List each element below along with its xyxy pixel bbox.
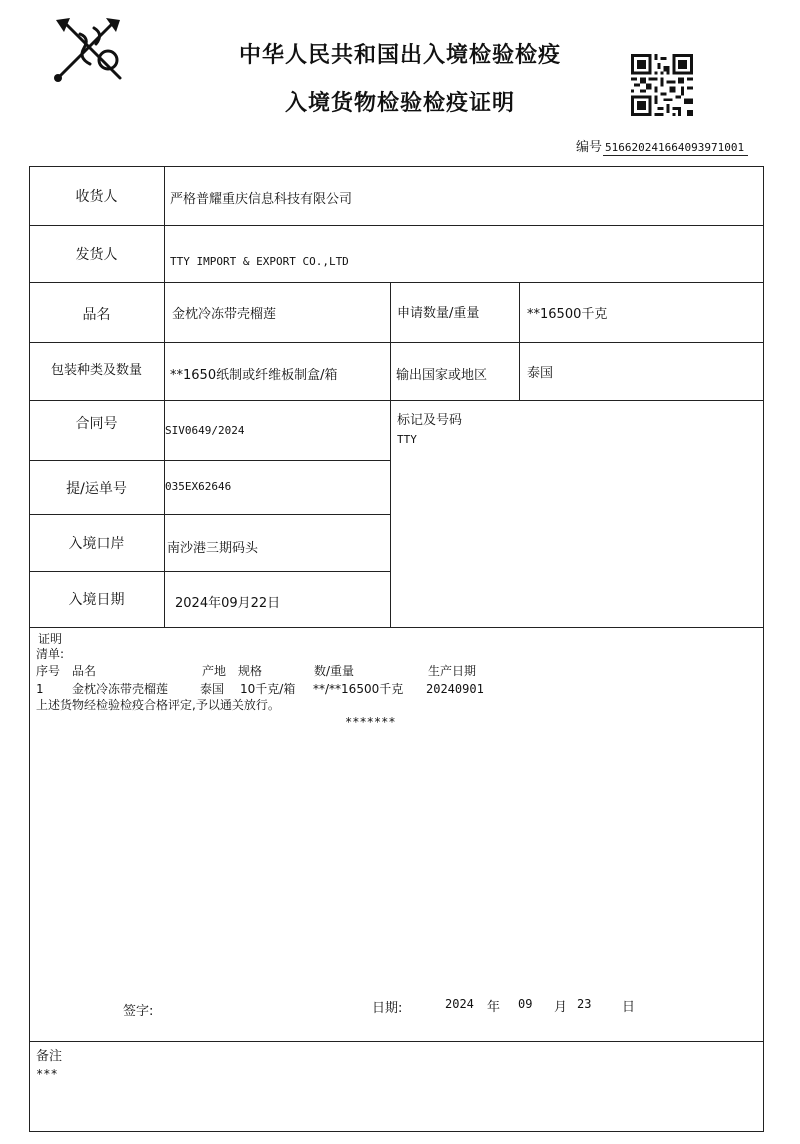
port-label: 入境口岸 <box>68 536 125 552</box>
column-header: 产地 <box>202 664 227 678</box>
serial-label: 编号 <box>576 140 603 155</box>
marks-label: 标记及号码 <box>397 413 463 428</box>
serial-value: 516620241664093971001 <box>603 141 748 156</box>
certificate-statement: 上述货物经检验检疫合格评定,予以通关放行。 <box>36 698 280 712</box>
consignee-value: 严格普耀重庆信息科技有限公司 <box>170 192 353 207</box>
column-header: 生产日期 <box>428 664 477 678</box>
consignor-label: 发货人 <box>75 247 118 263</box>
sign-date-label: 日期: <box>372 1001 403 1016</box>
entry-date-value: 2024年09月22日 <box>175 596 281 611</box>
quantity-label: 申请数量/重量 <box>397 306 480 321</box>
origin-label: 输出国家或地区 <box>396 368 488 383</box>
packaging-value: **1650纸制或纤维板制盒/箱 <box>170 368 338 383</box>
contract-label: 合同号 <box>75 416 118 432</box>
marks-value: TTY <box>397 433 417 446</box>
column-header: 规格 <box>238 664 263 678</box>
document-subtitle: 入境货物检验检疫证明 <box>284 91 515 116</box>
year-unit: 年 <box>487 1000 501 1015</box>
sign-date-year: 2024 <box>445 997 474 1011</box>
document-title: 中华人民共和国出入境检验检疫 <box>238 43 561 68</box>
signature-label: 签字: <box>123 1004 154 1019</box>
sign-date-day: 23 <box>577 997 592 1011</box>
row-cell: 10千克/箱 <box>240 682 296 696</box>
column-header: 数/重量 <box>314 664 355 678</box>
product-label: 品名 <box>82 307 111 323</box>
day-unit: 日 <box>622 1000 636 1015</box>
row-cell: 金枕冷冻带壳榴莲 <box>72 682 169 696</box>
remarks-value: *** <box>36 1067 58 1081</box>
stars-line: ******* <box>345 715 396 729</box>
entry-date-label: 入境日期 <box>68 592 125 608</box>
quantity-value: **16500千克 <box>527 307 608 322</box>
row-cell: 20240901 <box>426 682 484 696</box>
row-cell: **/**16500千克 <box>313 682 404 696</box>
consignor-value: TTY IMPORT & EXPORT CO.,LTD <box>170 255 349 268</box>
row-cell: 1 <box>36 682 44 696</box>
origin-value: 泰国 <box>527 366 554 381</box>
qr-code-icon <box>630 54 694 116</box>
contract-value: SIV0649/2024 <box>165 424 245 437</box>
serial-number <box>576 136 748 155</box>
inspection-emblem-icon <box>50 14 132 86</box>
packaging-label: 包装种类及数量 <box>50 363 142 378</box>
remarks-label: 备注 <box>36 1049 63 1064</box>
column-header: 序号 <box>36 664 61 678</box>
bill-value: 035EX62646 <box>165 480 232 493</box>
certificate-heading: 证明 <box>38 632 63 646</box>
column-header: 品名 <box>72 664 97 678</box>
list-label: 清单: <box>36 647 65 661</box>
sign-date-month: 09 <box>518 997 533 1011</box>
product-value: 金枕冷冻带壳榴莲 <box>172 307 277 322</box>
row-cell: 泰国 <box>200 682 225 696</box>
port-value: 南沙港三期码头 <box>167 541 259 556</box>
bill-label: 提/运单号 <box>66 481 127 497</box>
consignee-label: 收货人 <box>75 189 118 205</box>
month-unit: 月 <box>554 1000 568 1015</box>
